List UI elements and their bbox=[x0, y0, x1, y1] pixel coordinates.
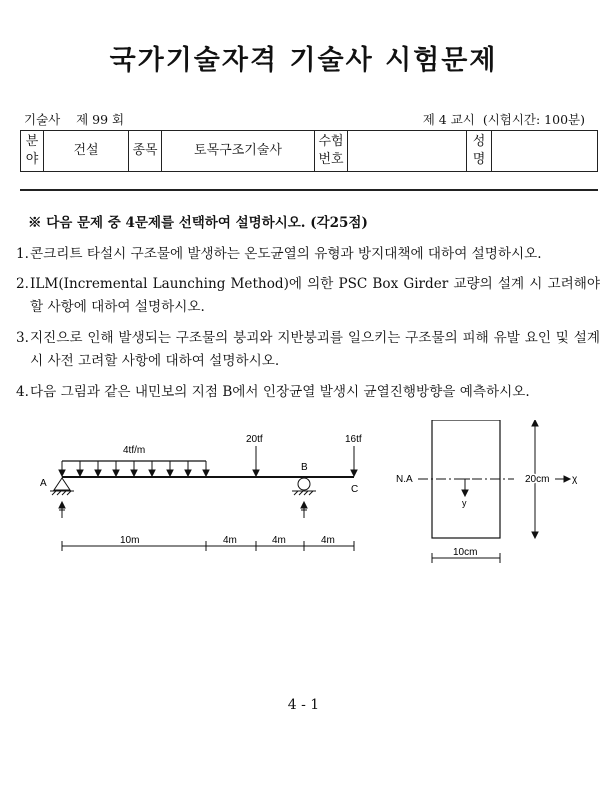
question-number: 3. bbox=[16, 330, 29, 346]
question-1 bbox=[16, 243, 600, 266]
page-number: 4 - 1 bbox=[287, 697, 320, 713]
question-number: 2. bbox=[16, 276, 29, 292]
question-text: 다음 그림과 같은 내민보의 지점 B에서 인장균열 발생시 균열진행방향을 예측하시오. bbox=[30, 384, 530, 400]
question-2 bbox=[16, 273, 600, 319]
exam-info-table bbox=[20, 130, 598, 172]
field-value: 건설 bbox=[44, 131, 129, 172]
question-3 bbox=[16, 327, 600, 373]
exam-number-field[interactable] bbox=[348, 131, 467, 172]
dim-4m-1: 4m bbox=[223, 535, 237, 546]
section-height-label: 20cm bbox=[525, 474, 550, 485]
dimension-line bbox=[62, 541, 354, 551]
exam-period: 제 4 교시 (시험시간: 100분) bbox=[422, 112, 585, 127]
reaction-b-arrow bbox=[301, 502, 307, 518]
exam-header bbox=[24, 110, 585, 128]
x-axis-label: χ bbox=[572, 474, 578, 485]
dim-4m-2: 4m bbox=[272, 535, 286, 546]
support-a-pin bbox=[50, 478, 74, 495]
neutral-axis-label: N.A bbox=[396, 474, 413, 485]
support-b-label: B bbox=[301, 462, 308, 473]
question-text: 지진으로 인해 발생되는 구조물의 붕괴와 지반붕괴를 일으키는 구조물의 피해 유발 요인 및 설계 시 사전 고려할 사항에 대하여 설명하시오. bbox=[30, 330, 600, 369]
dim-4m-3: 4m bbox=[321, 535, 335, 546]
point-load-1-arrow bbox=[253, 446, 259, 476]
exam-title: 국가기술자격 기술사 시험문제 bbox=[109, 45, 498, 76]
question-number: 4. bbox=[16, 384, 29, 400]
y-axis-arrow bbox=[460, 479, 470, 496]
section-width-label: 10cm bbox=[453, 547, 478, 558]
exam-number-label: 수험번호 bbox=[315, 131, 348, 172]
end-c-label: C bbox=[351, 484, 359, 495]
dim-10m: 10m bbox=[120, 535, 140, 546]
point-load-1-label: 20tf bbox=[246, 434, 263, 445]
question-text: ILM(Incremental Launching Method)에 의한 PSC Box Girder 교량의 설계 시 고려해야 할 사항에 대하여 설명하시오. bbox=[30, 276, 600, 315]
support-b-roller bbox=[292, 478, 316, 495]
question-number: 1. bbox=[16, 246, 29, 262]
beam-figure bbox=[0, 420, 607, 580]
point-load-2-arrow bbox=[351, 446, 357, 476]
reaction-a-arrow bbox=[59, 502, 65, 518]
field-label: 분야 bbox=[21, 131, 44, 172]
dist-load-arrows bbox=[59, 461, 209, 476]
question-text: 콘크리트 타설시 구조물에 발생하는 온도균열의 유형과 방지대책에 대하여 설명하시오. bbox=[30, 246, 542, 262]
x-axis-arrow bbox=[555, 476, 570, 482]
name-label: 성명 bbox=[467, 131, 492, 172]
category-value: 토목구조기술사 bbox=[162, 131, 315, 172]
divider bbox=[20, 189, 598, 191]
question-4 bbox=[16, 381, 600, 404]
name-field[interactable] bbox=[492, 131, 598, 172]
point-load-2-label: 16tf bbox=[345, 434, 362, 445]
dist-load-label: 4tf/m bbox=[123, 445, 146, 456]
y-axis-label: y bbox=[462, 498, 467, 508]
category-label: 종목 bbox=[129, 131, 162, 172]
support-a-label: A bbox=[40, 478, 47, 489]
instruction: ※ 다음 문제 중 4문제를 선택하여 설명하시오. (각25점) bbox=[28, 215, 368, 231]
exam-round: 기술사 제 99 회 bbox=[24, 112, 125, 127]
